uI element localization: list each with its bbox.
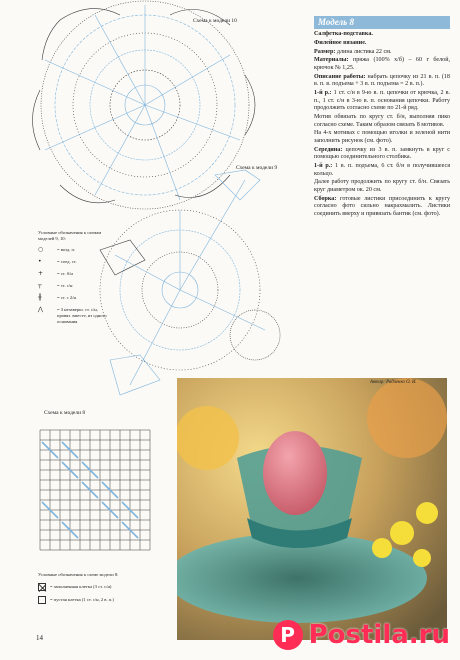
legend-label: = 3 незаверш. ст. с/н, провяз. вместе, из одного основания xyxy=(57,307,107,324)
legend-row xyxy=(38,596,188,604)
paragraph: Размер: длина листика 22 см. xyxy=(314,48,392,55)
scheme-9-diagram xyxy=(100,170,280,395)
legend-row xyxy=(38,283,108,289)
product-photo xyxy=(177,378,447,640)
legend-label: = ст. б/н xyxy=(57,271,73,277)
slip-stitch-icon: • xyxy=(38,258,42,266)
double-crochet-icon: ┬ xyxy=(38,282,42,290)
paragraph: Сборка: готовые листики присоединить к кругу согласно фото сильно накрахмалить. Листики соединить вверху и привязать бантик (см. фото). xyxy=(314,195,450,218)
paragraph: Далее работу продолжить по кругу ст. б/н. Связать круг диаметром ок. 20 см. xyxy=(314,179,450,194)
page-number: 14 xyxy=(36,634,43,642)
article-title: Салфетка-подставка. xyxy=(314,31,373,38)
photo-illustration xyxy=(177,378,447,640)
scheme-8-caption: Схема к модели 8 xyxy=(44,410,86,416)
legend-title: Условные обозначения к схемам моделей 9, 10: xyxy=(38,230,102,241)
cluster-stitch-icon: ⋀ xyxy=(38,306,43,314)
single-crochet-icon: + xyxy=(38,270,44,278)
legend-row xyxy=(38,271,108,277)
legend-label: = заполненная клетка (3 ст. с/н) xyxy=(50,583,112,589)
legend-row xyxy=(38,259,108,265)
paragraph: Середина: цепочку из 3 в. п. замкнуть в круг с помощью соединительного столбика. xyxy=(314,146,450,161)
legend-label: = возд. п. xyxy=(57,247,76,253)
paragraph: 1-й р.: 1 в. п. подъема, 6 ст. б/н в получившееся кольцо. xyxy=(314,163,451,177)
paragraph: 1-й р.: 1 ст. с/н в 9-ю в. п. цепочки от крючка, 2 в. п., 1 ст. с/н в 3-ю в. п. основания цепочки. Работу продолжить согласно схеме по 21-й ряд. xyxy=(314,90,450,112)
legend-label: = ст. с/н xyxy=(57,283,73,289)
legend-label: = соед. ст. xyxy=(57,259,77,265)
paragraph: На 4-х мотивах с помощью иголки и зеленой нити заполнить рисунок (см. фото). xyxy=(314,130,450,145)
legend-row xyxy=(38,307,108,324)
article-text xyxy=(314,16,450,220)
legend-label: = ст. с 2/н xyxy=(57,295,76,301)
legend-title: Условные обозначения к схеме модели 8: xyxy=(38,572,119,577)
scheme-10-caption: Схема к модели 10 xyxy=(193,18,237,24)
paragraph: Материалы: пряжа (100% х/б) – 60 г белой, крючок № 1,25. xyxy=(314,57,450,72)
paragraph: Описание работы: набрать цепочку из 21 в. п. (18 в. п. в. подъема + 3 в. п. подъема = 2 в. п.). xyxy=(314,73,450,88)
photo-author: Автор: Радченко О. И. xyxy=(370,380,417,385)
treble-crochet-icon: ╫ xyxy=(38,294,42,302)
scheme-8-diagram xyxy=(40,430,150,550)
chain-stitch-icon: ○ xyxy=(38,246,44,254)
article-subtitle: Филейное вязание. xyxy=(314,40,367,46)
paragraph: Мотив обвязать по кругу ст. б/н, выполняя пико согласно схеме. Таким образом связать 8 мотивов. xyxy=(314,114,450,128)
legend-label: = пустая клетка (1 ст. с/н, 2 в. п.) xyxy=(50,596,114,602)
empty-cell-icon xyxy=(38,596,46,604)
watermark-text: Postila.ru xyxy=(308,620,450,650)
scheme-10-diagram xyxy=(33,1,256,209)
legend-model-8 xyxy=(38,572,188,604)
postila-watermark[interactable] xyxy=(273,620,450,650)
legend-row xyxy=(38,247,108,253)
model-heading: Модель 8 xyxy=(314,16,450,29)
legend-row xyxy=(38,295,108,301)
filled-cell-icon xyxy=(38,583,46,591)
scheme-9-caption: Схема к модели 9 xyxy=(236,165,278,171)
legend-models-9-10 xyxy=(38,230,108,325)
legend-row xyxy=(38,583,188,591)
postila-logo-icon: P xyxy=(273,620,303,650)
